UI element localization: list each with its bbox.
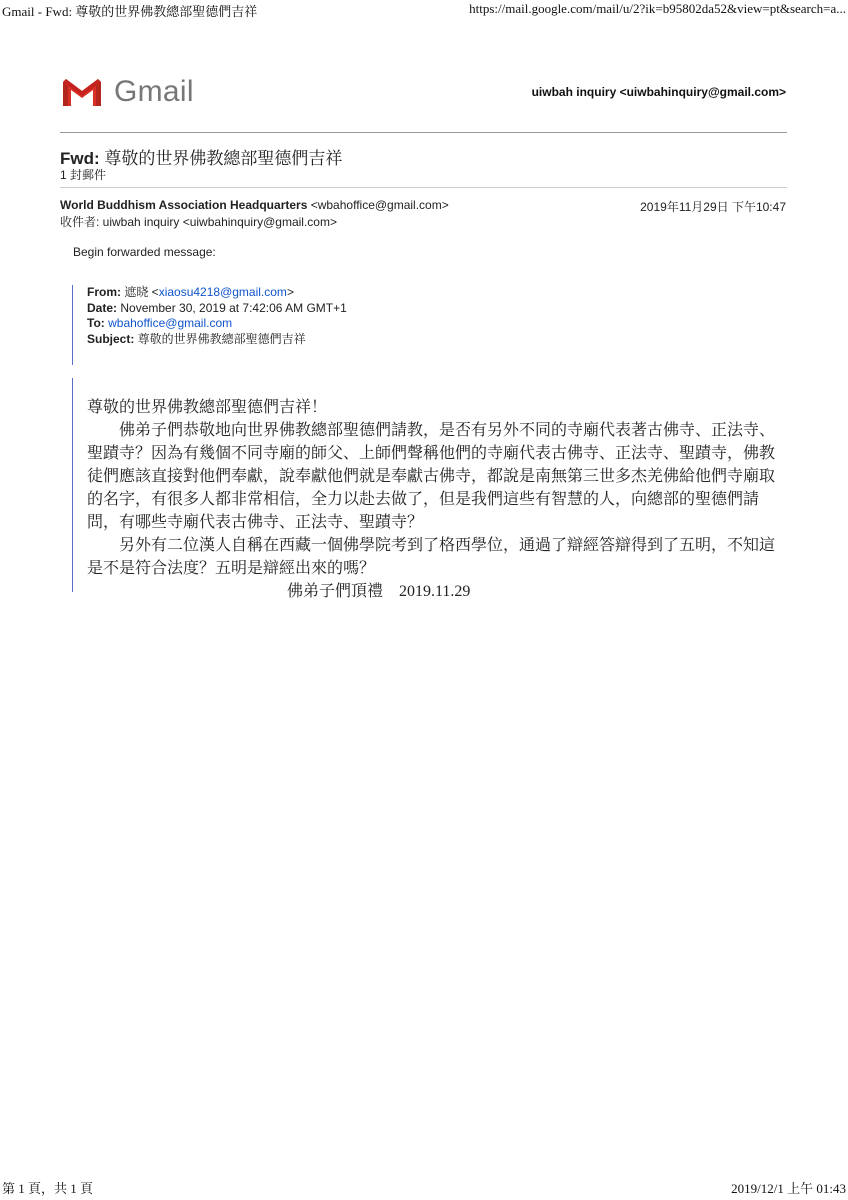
fwd-from-close: > <box>286 285 294 299</box>
gmail-logo <box>60 74 194 110</box>
header-divider <box>60 132 787 133</box>
fwd-from-label: From: <box>87 285 121 299</box>
subject-divider <box>60 187 787 188</box>
fwd-to-email-link[interactable]: wbahoffice@gmail.com <box>108 316 233 330</box>
account-label: uiwbah inquiry <uiwbahinquiry@gmail.com> <box>531 85 786 99</box>
forwarded-body-quote <box>72 378 793 600</box>
gmail-m-logo-icon <box>60 76 104 109</box>
fwd-date-value: November 30, 2019 at 7:42:06 AM GMT+1 <box>117 300 347 315</box>
print-timestamp: 2019/12/1 上午 01:43 <box>731 1181 846 1196</box>
fwd-date-row <box>87 301 347 317</box>
letter-paragraph-2: 另外有二位漢人自稱在西藏一個佛學院考到了格西學位，通過了辯經答辯得到了五明，不知這是不是符合法度？五明是辯經出來的嗎？ <box>87 537 776 577</box>
print-header-url: https://mail.google.com/mail/u/2?ik=b95802da52&view=pt&search=a... <box>469 1 846 16</box>
sender <box>60 198 449 212</box>
sender-name: World Buddhism Association Headquarters <box>60 198 308 212</box>
letter-greeting: 尊敬的世界佛教總部聖德們吉祥！ <box>87 399 328 416</box>
forwarded-headers <box>72 285 347 365</box>
fwd-from-email-link[interactable]: xiaosu4218@gmail.com <box>158 285 287 299</box>
fwd-subject-row <box>87 332 347 348</box>
fwd-subject-label: Subject: <box>87 331 135 346</box>
gmail-wordmark: Gmail <box>114 75 194 108</box>
letter-signature: 佛弟子們頂禮 2019.11.29 <box>287 583 471 600</box>
forward-intro: Begin forwarded message: <box>73 245 216 259</box>
fwd-subject-value: 尊敬的世界佛教總部聖德們吉祥 <box>134 331 306 346</box>
fwd-from-name: 遮晓 < <box>121 285 159 299</box>
fwd-to-row <box>87 316 347 332</box>
sender-email: <wbahoffice@gmail.com> <box>307 198 449 212</box>
subject-text: 尊敬的世界佛教總部聖德們吉祥 <box>99 149 343 168</box>
message-count: 1 封郵件 <box>60 168 107 182</box>
fwd-date-label: Date: <box>87 300 118 315</box>
message-datetime: 2019年11月29日 下午10:47 <box>640 200 786 214</box>
page-number: 第 1 頁，共 1 頁 <box>2 1181 94 1196</box>
recipient-line: 收件者: uiwbah inquiry <uiwbahinquiry@gmail.com> <box>60 215 337 229</box>
letter-paragraph-1: 佛弟子們恭敬地向世界佛教總部聖德們請教，是否有另外不同的寺廟代表著古佛寺、正法寺、聖蹟寺？因為有幾個不同寺廟的師父、上師們聲稱他們的寺廟代表古佛寺、正法寺、聖蹟寺，佛教徒們應該直接對他們奉獻，說奉獻他們就是奉獻古佛寺，都說是南無第三世多杰羌佛給他們寺廟取的名字，有很多人都非常相信，全力以赴去做了，但是我們這些有智慧的人，向總部的聖德們請問，有哪些寺廟代表古佛寺、正法寺、聖蹟寺？ <box>87 422 776 531</box>
fwd-to-label: To: <box>87 316 105 330</box>
print-header-title: Gmail - Fwd: 尊敬的世界佛教總部聖德們吉祥 <box>2 4 258 19</box>
print-footer <box>0 1180 848 1200</box>
subject-prefix: Fwd: <box>60 149 100 168</box>
fwd-from-row <box>87 285 347 301</box>
letter-body <box>87 396 777 603</box>
print-header <box>0 0 848 18</box>
